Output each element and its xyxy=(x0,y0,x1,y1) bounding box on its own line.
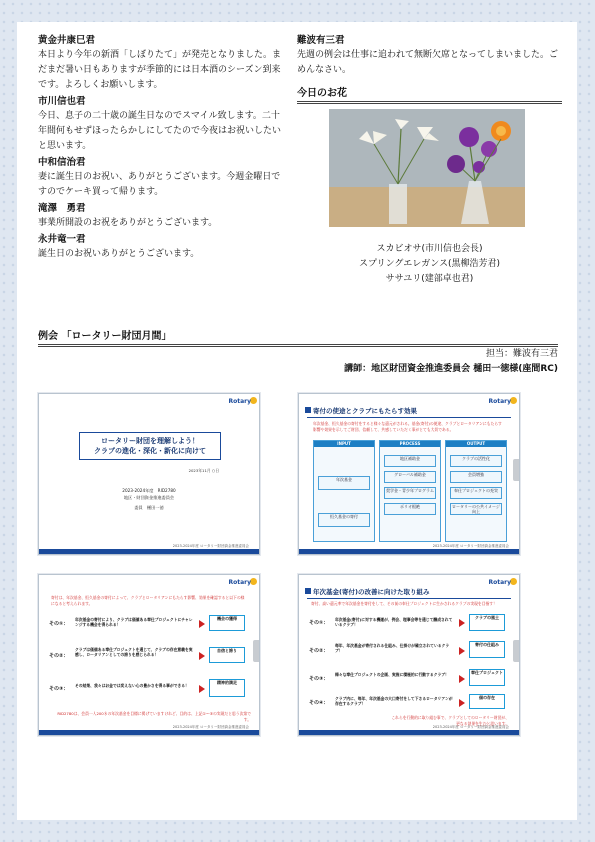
rotary-logo: Rotary xyxy=(228,398,251,405)
rotary-wheel-icon xyxy=(250,578,257,585)
process-box: 地区補助金 xyxy=(384,455,436,467)
output-box: 会員増強 xyxy=(450,471,502,483)
result-box: 奉仕プロジェクト xyxy=(469,669,505,686)
slide-1-title-line: ロータリー財団を理解しよう！ xyxy=(101,437,199,445)
slide-3-bottom-note: RID2780は、会員一人200＄の年次基金を目標に掲げていますけれど、目的は、上記①〜③の実現だと思う次第です。 xyxy=(57,711,251,722)
meeting-speaker: 講師：地区財団資金推進委員会 樋田一徳様(座間RC) xyxy=(344,364,558,374)
slide-4 xyxy=(298,574,520,736)
message-text: 今日、息子の二十歳の誕生日なのでスマイル致します。二十年間何もせずほったらかしにしてたので今夜はお祝いしたいと思います。 xyxy=(38,111,282,151)
rotary-wheel-icon xyxy=(510,397,517,404)
input-column-header: INPUT xyxy=(314,441,374,447)
arrow-right-icon xyxy=(459,675,465,683)
flower-captions xyxy=(297,242,562,287)
slide-title-marker-icon xyxy=(305,407,311,413)
smile-messages xyxy=(38,34,288,264)
slide-1-title-line: クラブの進化・深化・新化に向けて xyxy=(94,447,206,455)
flower-caption: ササユリ(建部卓也君) xyxy=(385,274,474,284)
slide-side-tab xyxy=(513,459,520,481)
arrow-right-icon xyxy=(199,620,205,628)
slide-1-presenter: 委員 樋田一徳 xyxy=(134,505,164,510)
item-label: その②： xyxy=(49,653,69,659)
result-box: 精神的満足 xyxy=(209,679,245,697)
result-box: 機会の獲得 xyxy=(209,615,245,631)
rotary-logo: Rotary xyxy=(228,579,251,586)
slide-1-org-line: 2023-2024年度 RID2780 xyxy=(122,488,176,493)
message-text: 誕生日のお祝いありがとうございます。 xyxy=(38,249,200,259)
result-box: 寄付の仕組み xyxy=(469,641,505,658)
arrow-right-icon xyxy=(459,619,465,627)
item-text: 年次基金(寄付)に対する機運が、例会、理事会等を通じて醸成されているクラブ！ xyxy=(335,617,453,628)
item-label: その④： xyxy=(309,700,329,706)
slide-footer-text: 2023-2024年度 ロータリー財団資金推進委員会 xyxy=(432,544,509,548)
arrow-right-icon xyxy=(459,699,465,707)
item-text: その結果、我々はお金では変えない心の豊かさを得る事ができる！ xyxy=(75,683,189,688)
slide-footer-text: 2023-2024年度 ロータリー財団資金推進委員会 xyxy=(432,725,509,729)
message-item xyxy=(38,34,288,93)
slide-2-title: 寄付の使途とクラブにもたらす効果 xyxy=(313,407,417,415)
slide-footer-bar xyxy=(299,730,519,735)
slide-2-note: 年次基金、恒久基金の寄付をすると様々な還元がされる。基金(寄付)の使途、クラブとロータリアンにもたらす影響や効果を示してご財団、信頼して、共感していただく事がとても大切である。 xyxy=(313,421,502,432)
message-text: 妻に誕生日のお祝い、ありがとうございます。今週金曜日ですのでケーキ買って帰ります。 xyxy=(38,172,281,197)
member-name: 難波有三君 xyxy=(297,35,345,46)
input-box: 年次基金 xyxy=(318,476,370,490)
process-box: 奨学金・青少年プログラム xyxy=(384,487,436,499)
slide-4-note: 寄付、高い還元率で年次基金を寄付をして、その前の奉仕プロジェクトに生かされるクラブの実現を目指す！ xyxy=(311,601,497,606)
slide-4-bottom-note: これらを行動的に取り組む事で、クラブとしてのロータリー財団が、更なる効果を生むと思います。 xyxy=(391,715,509,726)
item-label: その③： xyxy=(309,676,329,682)
message-text: 本日より今年の新酒「しぼりたて」が発売となりました。まだまだ暑い日もありますが季節的には日本酒のシーズン到来です。よろしくお願いします。 xyxy=(38,50,282,90)
slide-1-org xyxy=(39,487,259,511)
slide-footer-bar xyxy=(39,730,259,735)
right-column xyxy=(297,34,562,104)
slide-side-tab xyxy=(253,640,260,662)
item-text: クラブ内に、毎年、年次基金の大口寄付をして下さるロータリアンが存在するクラブ！ xyxy=(335,696,453,707)
slide-2-output-column xyxy=(445,440,507,542)
slide-side-tab xyxy=(513,640,520,662)
flower-caption: スカビオサ(市川信也会長) xyxy=(376,244,483,254)
slide-3 xyxy=(38,574,260,736)
item-text: 様々な奉仕プロジェクトの企画、実施に積極的に行動するクラブ！ xyxy=(335,672,449,677)
slide-footer-bar xyxy=(39,549,259,554)
flower-photo xyxy=(329,109,525,227)
arrow-right-icon xyxy=(199,652,205,660)
output-column-header: OUTPUT xyxy=(446,441,506,447)
item-text: クラブは価値ある奉仕プロジェクトを通じて、クラブの存在意義を実感し、ロータリアンとしての誇りを感じられる！ xyxy=(75,647,193,658)
newsletter-page xyxy=(17,22,577,820)
message-item xyxy=(38,202,288,231)
output-box: クラブの活性化 xyxy=(450,455,502,467)
rotary-logo: Rotary xyxy=(488,579,511,586)
member-name: 中和信治君 xyxy=(38,157,86,168)
slide-4-title: 年次基金(寄付)の改善に向けた取り組み xyxy=(313,588,430,596)
slide-2 xyxy=(298,393,520,555)
message-text: 事業所開設のお祝をありがとうございます。 xyxy=(38,218,218,228)
item-label: その②： xyxy=(309,648,329,654)
slide-footer-text: 2023-2024年度 ロータリー財団資金推進委員会 xyxy=(172,544,249,548)
item-text: 年次基金の寄付により、クラブは価値ある奉仕プロジェクトにチャレンジする機会を得られる！ xyxy=(75,617,193,628)
item-label: その①： xyxy=(309,620,329,626)
arrow-right-icon xyxy=(459,647,465,655)
output-box: ロータリーの公共イメージ向上 xyxy=(450,503,502,515)
flower-caption: スプリングエレガンス(黒柳浩芳君) xyxy=(358,259,501,269)
rotary-wheel-icon xyxy=(510,578,517,585)
process-box: グローバル補助金 xyxy=(384,471,436,483)
slide-1-title-box xyxy=(79,432,221,460)
member-name: 黄金井康巳君 xyxy=(38,35,96,46)
rotary-wheel-icon xyxy=(250,397,257,404)
slide-1-date: 2023年11月 ○日 xyxy=(188,468,219,473)
member-name: 滝澤 勇君 xyxy=(38,203,86,214)
meeting-title: 例会 「ロータリー財団月間」 xyxy=(38,327,558,347)
flower-illustration xyxy=(329,109,525,227)
slide-2-input-column xyxy=(313,440,375,542)
process-box: ポリオ根絶 xyxy=(384,503,436,515)
message-item xyxy=(38,95,288,154)
message-item xyxy=(38,233,288,262)
input-box: 恒久基金の寄付 xyxy=(318,513,370,527)
member-name: 永井竜一君 xyxy=(38,234,86,245)
slide-3-note: 寄付は、年次基金、恒久基金の寄付によって、クラブとロータリアンにもたらす影響、効果を確認すると以下の様になると考えられます。 xyxy=(51,595,245,606)
process-column-header: PROCESS xyxy=(380,441,440,447)
meeting-section xyxy=(38,327,558,347)
slide-title-marker-icon xyxy=(305,588,311,594)
slide-footer-text: 2023-2024年度 ロータリー財団資金推進委員会 xyxy=(172,725,249,729)
message-text: 先週の例会は仕事に追われて無断欠席となってしまいました。ごめんなさい。 xyxy=(297,50,559,75)
slide-footer-bar xyxy=(299,549,519,554)
member-name: 市川信也君 xyxy=(38,96,86,107)
rotary-logo: Rotary xyxy=(488,398,511,405)
output-box: 奉仕プロジェクトの充実 xyxy=(450,487,502,499)
result-box: 個の存在 xyxy=(469,694,505,709)
slide-1 xyxy=(38,393,260,555)
item-text: 毎年、年次基金が寄付される仕組み、仕掛けが確立されているクラブ！ xyxy=(335,643,450,654)
flowers-section-title: 今日のお花 xyxy=(297,84,562,104)
message-item xyxy=(38,156,288,200)
slide-1-org-line: 地区・財団資金推進委員会 xyxy=(123,495,175,500)
arrow-right-icon xyxy=(199,685,205,693)
slide-2-process-column xyxy=(379,440,441,542)
result-box: 自信と誇り xyxy=(209,647,245,663)
item-label: その①： xyxy=(49,621,69,627)
result-box: クラブの風土 xyxy=(469,614,505,631)
meeting-roles xyxy=(38,347,558,377)
meeting-host: 担当：難波有三君 xyxy=(485,349,558,359)
item-label: その③： xyxy=(49,686,69,692)
